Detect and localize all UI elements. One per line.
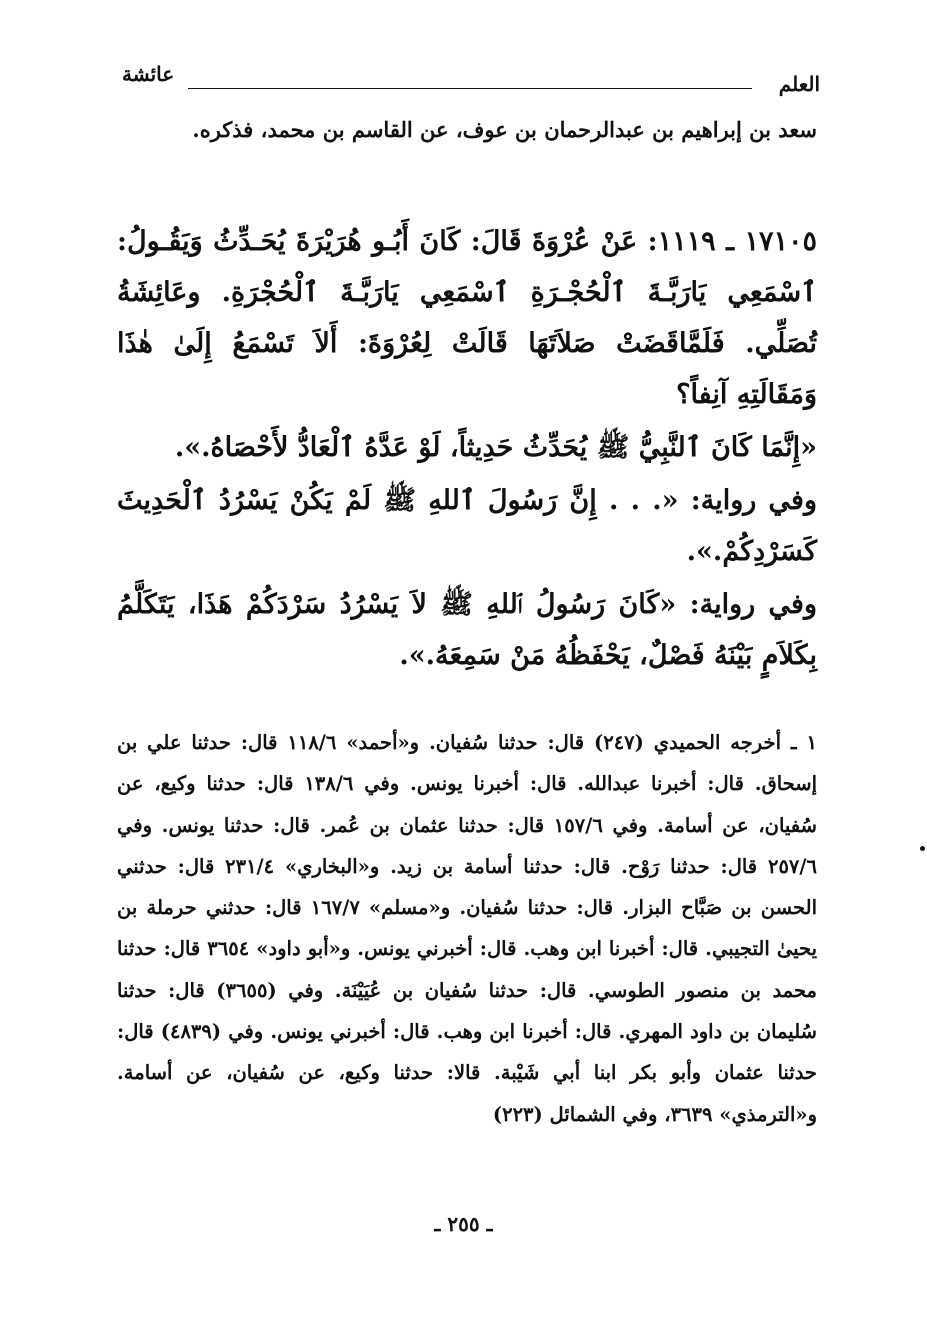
takhrij-footnote: [117, 722, 817, 1135]
hadith-quote-2: وفي رواية: «. . . إِنَّ رَسُولَ ٱللهِ ﷺ لَمْ يَكُنْ يَسْرُدُ ٱلْحَدِيثَ كَسَرْدِكُمْ.».: [117, 485, 817, 567]
hadith-main-paragraph: ١٧١٠٥ ـ ١١١٩: عَنْ عُرْوَةَ قَالَ: كَانَ أَبُـو هُرَيْرَةَ يُحَـدِّثُ وَيَقُـولُ: ٱسْمَعِي يَارَبَّـةَ ٱلْحُجْـرَةِ ٱسْمَعِي يَارَبَّـةَ ٱلْحُجْرَةِ. وعَائِشَةُ تُصَلِّي. فَلَمَّاقَضَتْ صَلاَتَهَا قَالَتْ لِعُرْوَةَ: أَلاَ تَسْمَعُ إِلَىٰ هٰذَا وَمَقَالَتِهِ آنِفاً؟: [117, 226, 817, 410]
hadith-text: [117, 216, 817, 681]
narrator-title: عائشة: [122, 62, 175, 86]
hadith-quote-1: «إِنَّمَا كَانَ ٱلنَّبِيُّ ﷺ يُحَدِّثُ حَدِيثاً، لَوْ عَدَّهُ ٱلْعَادُّ لأَحْصَاهُ.».: [174, 432, 817, 463]
hadith-quote-3: وفي رواية: «كَانَ رَسُولُ ٱللهِ ﷺ لاَ يَسْرُدُ سَرْدَكُمْ هَذَا، يَتَكَلَّمُ بِكَلاَمٍ بَيْنَهُ فَصْلٌ، يَحْفَظُهُ مَنْ سَمِعَهُ.».: [117, 589, 817, 671]
header-rule: [188, 88, 752, 89]
margin-mark: [920, 846, 925, 851]
intro-line: سعد بن إبراهيم بن عبدالرحمان بن عوف، عن القاسم بن محمد، فذكره.: [192, 117, 817, 142]
running-header: [100, 62, 820, 98]
chapter-title: العلم: [778, 72, 820, 96]
page-number: ـ ٢٥٥ ـ: [434, 1212, 493, 1236]
takhrij-paragraph: ١ ـ أخرجه الحميدي (٢٤٧) قال: حدثنا سُفيان. و«أحمد» ١١٨/٦ قال: حدثنا علي بن إسحاق. قال: أخبرنا عبدالله. قال: أخبرنا يونس. وفي ١٣٨/٦ قال: حدثنا وكيع، عن سُفيان، عن أسامة. وفي ١٥٧/٦ قال: حدثنا عثمان بن عُمر. قال: حدثنا يونس. وفي ٢٥٧/٦ قال: حدثنا رَوْح. قال: حدثنا أسامة بن زيد. و«البخاري» ٢٣١/٤ قال: حدثني الحسن بن صَبَّاح البزار. قال: حدثنا سُفيان. و«مسلم» ١٦٧/٧ قال: حدثني حرملة بن يحيىٰ التجيبي. قال: أخبرنا ابن وهب. قال: أخبرني يونس. و«أبو داود» ٣٦٥٤ قال: حدثنا محمد بن منصور الطوسي. قال: حدثنا سُفيان بن عُيَيْنَة. وفي (٣٦٥٥) قال: حدثنا سُليمان بن داود المهري. قال: أخبرنا ابن وهب. قال: أخبرني يونس. وفي (٤٨٣٩) قال: حدثنا عثمان وأبو بكر ابنا أبي شَيْبة. قالا: حدثنا وكيع، عن سُفيان، عن أسامة. و«الترمذي» ٣٦٣٩، وفي الشمائل (٢٢٣): [117, 731, 818, 1126]
